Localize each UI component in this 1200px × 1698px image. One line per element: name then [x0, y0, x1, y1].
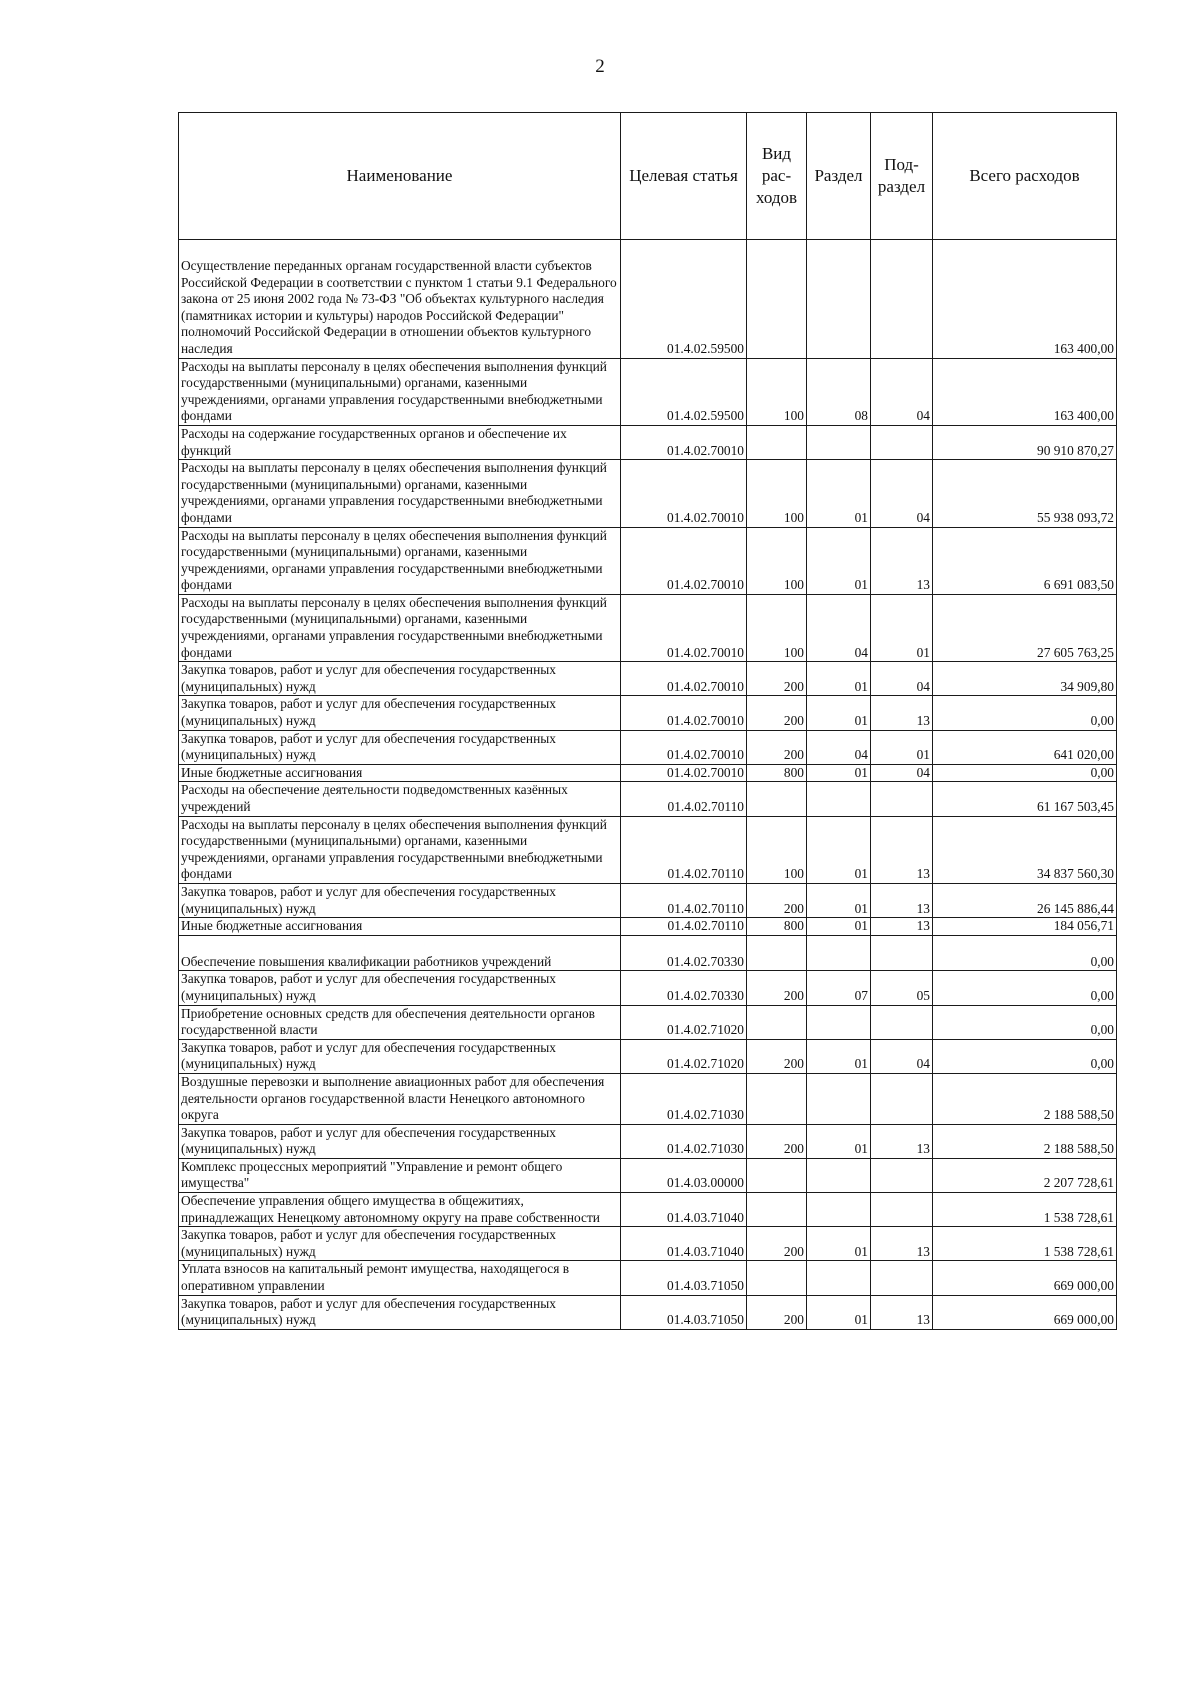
row-vid: 200: [747, 730, 807, 764]
table-row: [179, 782, 1117, 816]
table-row: [179, 1295, 1117, 1329]
row-target: 01.4.02.70010: [621, 662, 747, 696]
row-target: 01.4.02.71030: [621, 1073, 747, 1124]
row-vid: 200: [747, 1039, 807, 1073]
row-name: Иные бюджетные ассигнования: [179, 918, 621, 936]
row-name: Приобретение основных средств для обеспечения деятельности органов государственной власти: [179, 1005, 621, 1039]
row-vid: 100: [747, 527, 807, 594]
table-row: [179, 594, 1117, 661]
table-row: [179, 1261, 1117, 1295]
row-section: 07: [807, 971, 871, 1005]
table-row: [179, 935, 1117, 971]
row-total: 27 605 763,25: [933, 594, 1117, 661]
table-row: [179, 696, 1117, 730]
row-target: 01.4.02.71030: [621, 1124, 747, 1158]
row-section: 01: [807, 1227, 871, 1261]
table-row: [179, 358, 1117, 425]
row-total: 0,00: [933, 1005, 1117, 1039]
row-section: 01: [807, 527, 871, 594]
row-section: 01: [807, 1124, 871, 1158]
row-target: 01.4.02.70110: [621, 883, 747, 917]
row-total: 163 400,00: [933, 240, 1117, 359]
row-subsection: 04: [871, 764, 933, 782]
table-row: [179, 460, 1117, 527]
row-name: Расходы на выплаты персоналу в целях обеспечения выполнения функций государственными (муниципальными) органами, казенными учреждениями, органами управления государственными внебюджетными фондами: [179, 527, 621, 594]
row-name: Закупка товаров, работ и услуг для обеспечения государственных (муниципальных) нужд: [179, 1124, 621, 1158]
table-row: [179, 883, 1117, 917]
row-vid: [747, 1158, 807, 1192]
row-subsection: 04: [871, 1039, 933, 1073]
table-row: [179, 918, 1117, 936]
row-total: 2 188 588,50: [933, 1073, 1117, 1124]
header-vid: Вид рас-ходов: [747, 113, 807, 240]
row-target: 01.4.02.70010: [621, 594, 747, 661]
table-row: [179, 730, 1117, 764]
row-total: 184 056,71: [933, 918, 1117, 936]
row-name: Расходы на выплаты персоналу в целях обеспечения выполнения функций государственными (муниципальными) органами, казенными учреждениями, органами управления государственными внебюджетными фондами: [179, 460, 621, 527]
row-vid: 800: [747, 918, 807, 936]
row-total: 61 167 503,45: [933, 782, 1117, 816]
row-target: 01.4.02.70330: [621, 971, 747, 1005]
row-section: [807, 1005, 871, 1039]
row-total: 2 188 588,50: [933, 1124, 1117, 1158]
row-target: 01.4.02.70010: [621, 696, 747, 730]
row-spacer: [181, 936, 618, 954]
row-target: 01.4.02.71020: [621, 1005, 747, 1039]
row-subsection: 13: [871, 883, 933, 917]
row-name: Закупка товаров, работ и услуг для обеспечения государственных (муниципальных) нужд: [179, 883, 621, 917]
row-section: [807, 1073, 871, 1124]
row-name-text: Обеспечение повышения квалификации работников учреждений: [181, 953, 552, 969]
row-target: 01.4.02.59500: [621, 240, 747, 359]
table-row: [179, 1039, 1117, 1073]
row-vid: [747, 425, 807, 459]
row-section: 01: [807, 764, 871, 782]
row-name: Воздушные перевозки и выполнение авиационных работ для обеспечения деятельности органов государственной власти Ненецкого автономного округа: [179, 1073, 621, 1124]
row-section: 01: [807, 1039, 871, 1073]
row-section: [807, 1158, 871, 1192]
row-name: Закупка товаров, работ и услуг для обеспечения государственных (муниципальных) нужд: [179, 1227, 621, 1261]
row-vid: 200: [747, 1295, 807, 1329]
row-name: Уплата взносов на капитальный ремонт имущества, находящегося в оперативном управлении: [179, 1261, 621, 1295]
row-vid: 200: [747, 1124, 807, 1158]
row-name-text: Осуществление переданных органам государственной власти субъектов Российской Федерации в соответствии с пунктом 1 статьи 9.1 Федерального закона от 25 июня 2002 года № 73-ФЗ "Об объектах культурного наследия (памятниках истории и культуры) народов Российской Федерации" полномочий Российской Федерации в отношении объектов культурного наследия: [181, 258, 617, 356]
row-total: 0,00: [933, 935, 1117, 971]
row-name: Закупка товаров, работ и услуг для обеспечения государственных (муниципальных) нужд: [179, 1295, 621, 1329]
row-name: Расходы на выплаты персоналу в целях обеспечения выполнения функций государственными (муниципальными) органами, казенными учреждениями, органами управления государственными внебюджетными фондами: [179, 594, 621, 661]
row-target: 01.4.02.71020: [621, 1039, 747, 1073]
table-row: [179, 240, 1117, 359]
row-target: 01.4.02.70330: [621, 935, 747, 971]
row-total: 1 538 728,61: [933, 1227, 1117, 1261]
table-row: [179, 816, 1117, 883]
row-total: 6 691 083,50: [933, 527, 1117, 594]
row-target: 01.4.02.70010: [621, 425, 747, 459]
row-section: [807, 240, 871, 359]
row-target: 01.4.03.71040: [621, 1193, 747, 1227]
row-subsection: 13: [871, 527, 933, 594]
row-subsection: 01: [871, 594, 933, 661]
table-row: [179, 1158, 1117, 1192]
row-total: 26 145 886,44: [933, 883, 1117, 917]
row-vid: 100: [747, 358, 807, 425]
row-vid: [747, 240, 807, 359]
header-target: Целевая статья: [621, 113, 747, 240]
row-target: 01.4.03.00000: [621, 1158, 747, 1192]
row-target: 01.4.02.70110: [621, 918, 747, 936]
row-total: 2 207 728,61: [933, 1158, 1117, 1192]
table-body: [179, 240, 1117, 1330]
row-section: 01: [807, 918, 871, 936]
row-target: 01.4.03.71040: [621, 1227, 747, 1261]
budget-table: [178, 112, 1117, 1330]
row-vid: [747, 1261, 807, 1295]
row-name: Расходы на обеспечение деятельности подведомственных казённых учреждений: [179, 782, 621, 816]
row-total: 669 000,00: [933, 1261, 1117, 1295]
row-subsection: [871, 240, 933, 359]
row-target: 01.4.02.70010: [621, 730, 747, 764]
row-name: Закупка товаров, работ и услуг для обеспечения государственных (муниципальных) нужд: [179, 1039, 621, 1073]
row-name: Комплекс процессных мероприятий "Управление и ремонт общего имущества": [179, 1158, 621, 1192]
row-subsection: 13: [871, 1227, 933, 1261]
table-row: [179, 971, 1117, 1005]
row-name: [179, 240, 621, 359]
table-row: [179, 1005, 1117, 1039]
table-row: [179, 1124, 1117, 1158]
page-number: 2: [595, 56, 605, 77]
row-subsection: 13: [871, 1124, 933, 1158]
row-subsection: 01: [871, 730, 933, 764]
row-name: Закупка товаров, работ и услуг для обеспечения государственных (муниципальных) нужд: [179, 730, 621, 764]
row-subsection: [871, 1261, 933, 1295]
row-section: 01: [807, 696, 871, 730]
row-target: 01.4.03.71050: [621, 1295, 747, 1329]
table-header-row: [179, 113, 1117, 240]
row-subsection: 04: [871, 662, 933, 696]
row-target: 01.4.02.70110: [621, 782, 747, 816]
row-name: Расходы на содержание государственных органов и обеспечение их функций: [179, 425, 621, 459]
row-target: 01.4.02.59500: [621, 358, 747, 425]
row-subsection: 13: [871, 918, 933, 936]
row-target: 01.4.02.70110: [621, 816, 747, 883]
row-name: Закупка товаров, работ и услуг для обеспечения государственных (муниципальных) нужд: [179, 971, 621, 1005]
row-name: Расходы на выплаты персоналу в целях обеспечения выполнения функций государственными (муниципальными) органами, казенными учреждениями, органами управления государственными внебюджетными фондами: [179, 816, 621, 883]
row-subsection: 04: [871, 460, 933, 527]
table-row: [179, 662, 1117, 696]
row-section: 04: [807, 594, 871, 661]
row-vid: [747, 782, 807, 816]
row-total: 0,00: [933, 764, 1117, 782]
row-vid: 200: [747, 1227, 807, 1261]
row-subsection: [871, 782, 933, 816]
row-target: 01.4.03.71050: [621, 1261, 747, 1295]
row-vid: 100: [747, 594, 807, 661]
row-vid: [747, 935, 807, 971]
row-subsection: [871, 1005, 933, 1039]
table-row: [179, 1073, 1117, 1124]
row-total: 55 938 093,72: [933, 460, 1117, 527]
row-subsection: 05: [871, 971, 933, 1005]
header-section: Раздел: [807, 113, 871, 240]
row-total: 669 000,00: [933, 1295, 1117, 1329]
row-total: 34 837 560,30: [933, 816, 1117, 883]
row-vid: 800: [747, 764, 807, 782]
row-section: [807, 425, 871, 459]
row-vid: 200: [747, 662, 807, 696]
row-vid: 200: [747, 971, 807, 1005]
row-subsection: 13: [871, 1295, 933, 1329]
row-section: 01: [807, 883, 871, 917]
row-vid: [747, 1073, 807, 1124]
row-vid: 200: [747, 696, 807, 730]
row-total: 163 400,00: [933, 358, 1117, 425]
row-total: 0,00: [933, 971, 1117, 1005]
table-row: [179, 527, 1117, 594]
row-section: [807, 1193, 871, 1227]
header-total: Всего расходов: [933, 113, 1117, 240]
row-subsection: [871, 1073, 933, 1124]
row-vid: 100: [747, 460, 807, 527]
row-section: [807, 1261, 871, 1295]
row-total: 90 910 870,27: [933, 425, 1117, 459]
row-subsection: [871, 1158, 933, 1192]
row-section: 01: [807, 816, 871, 883]
header-name: Наименование: [179, 113, 621, 240]
row-section: 01: [807, 662, 871, 696]
row-section: [807, 935, 871, 971]
row-vid: 200: [747, 883, 807, 917]
row-vid: [747, 1193, 807, 1227]
row-total: 0,00: [933, 1039, 1117, 1073]
row-name: Закупка товаров, работ и услуг для обеспечения государственных (муниципальных) нужд: [179, 696, 621, 730]
row-subsection: 04: [871, 358, 933, 425]
table-row: [179, 425, 1117, 459]
row-vid: 100: [747, 816, 807, 883]
table-row: [179, 1193, 1117, 1227]
row-total: 1 538 728,61: [933, 1193, 1117, 1227]
row-target: 01.4.02.70010: [621, 460, 747, 527]
row-section: 08: [807, 358, 871, 425]
row-section: [807, 782, 871, 816]
row-subsection: 13: [871, 816, 933, 883]
row-target: 01.4.02.70010: [621, 527, 747, 594]
row-total: 0,00: [933, 696, 1117, 730]
row-name: Иные бюджетные ассигнования: [179, 764, 621, 782]
row-name: Расходы на выплаты персоналу в целях обеспечения выполнения функций государственными (муниципальными) органами, казенными учреждениями, органами управления государственными внебюджетными фондами: [179, 358, 621, 425]
row-name: Обеспечение управления общего имущества в общежитиях, принадлежащих Ненецкому автономному округу на праве собственности: [179, 1193, 621, 1227]
row-section: 01: [807, 1295, 871, 1329]
row-name: [179, 935, 621, 971]
row-subsection: [871, 425, 933, 459]
row-target: 01.4.02.70010: [621, 764, 747, 782]
row-subsection: 13: [871, 696, 933, 730]
row-total: 34 909,80: [933, 662, 1117, 696]
header-subsection: Под-раздел: [871, 113, 933, 240]
table-row: [179, 764, 1117, 782]
row-subsection: [871, 1193, 933, 1227]
table-row: [179, 1227, 1117, 1261]
row-total: 641 020,00: [933, 730, 1117, 764]
row-section: 01: [807, 460, 871, 527]
row-section: 04: [807, 730, 871, 764]
row-subsection: [871, 935, 933, 971]
row-spacer: [181, 240, 618, 258]
row-name: Закупка товаров, работ и услуг для обеспечения государственных (муниципальных) нужд: [179, 662, 621, 696]
row-vid: [747, 1005, 807, 1039]
